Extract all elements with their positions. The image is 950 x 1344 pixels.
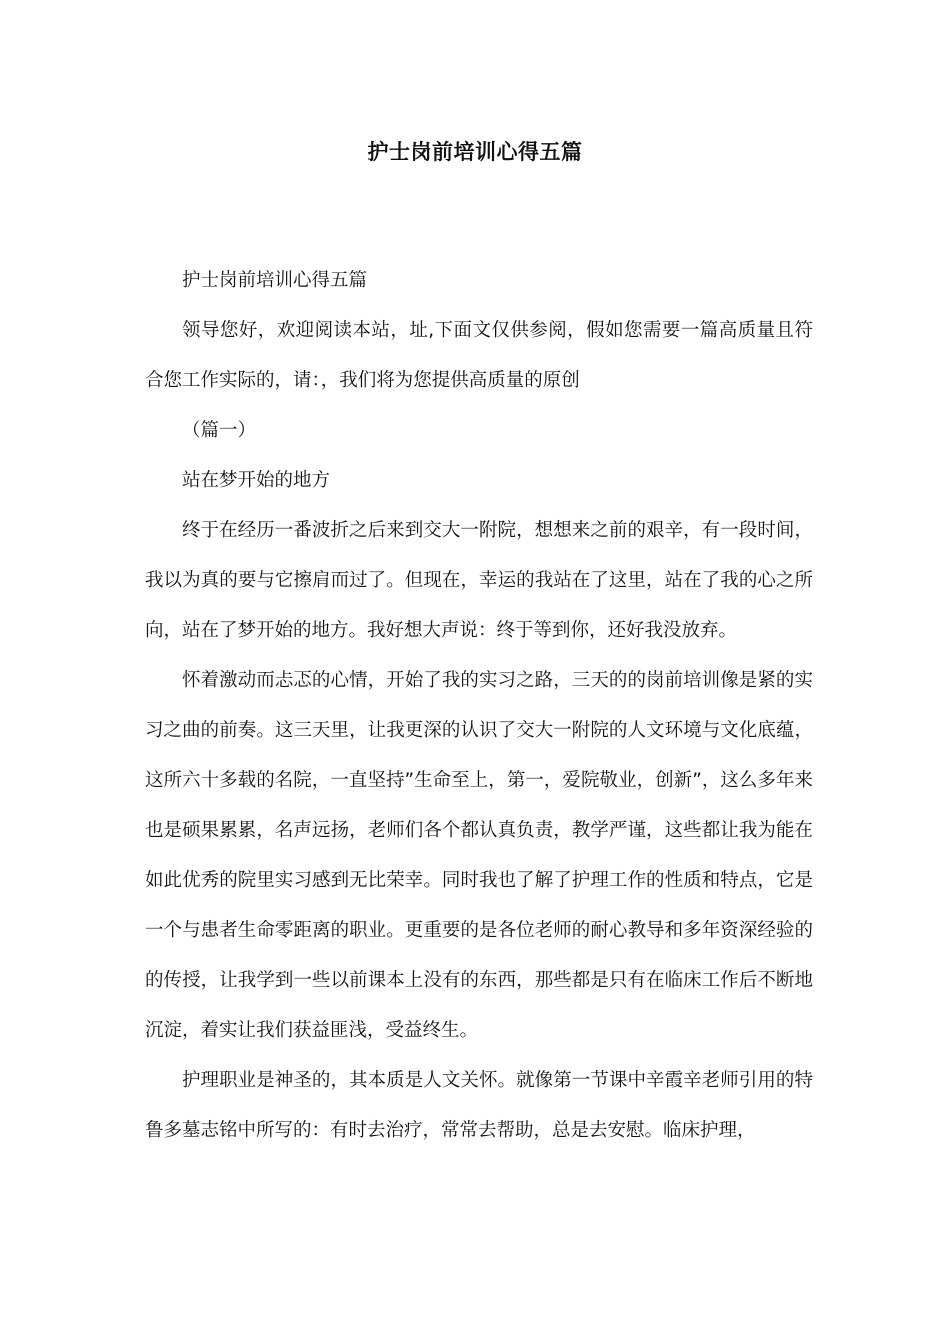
paragraph-body: 怀着激动而忐忑的心情，开始了我的实习之路，三天的的岗前培训像是紧的实习之曲的前奏。这三天里，让我更深的认识了交大一附院的人文环境与文化底蕴，这所六十多载的名院，一直坚持”生命至上，第一，爱院敬业，创新”，这么多年来也是硕果累累，名声远扬，老师们各个都认真负责，教学严谨，这些都让我为能在如此优秀的院里实习感到无比荣幸。同时我也了解了护理工作的性质和特点，它是一个与患者生命零距离的职业。更重要的是各位老师的耐心教导和多年资深经验的的传授，让我学到一些以前课本上没有的东西，那些都是只有在临床工作后不断地沉淀，着实让我们获益匪浅，受益终生。 (145, 670, 813, 1041)
paragraph-section-label: （篇一） (182, 420, 257, 441)
paragraph-body: 护理职业是神圣的，其本质是人文关怀。就像第一节课中辛霞辛老师引用的特鲁多墓志铭中所写的：有时去治疗，常常去帮助，总是去安慰。临床护理， (145, 1070, 813, 1141)
paragraph-body: 终于在经历一番波折之后来到交大一附院，想想来之前的艰辛，有一段时间，我以为真的要与它擦肩而过了。但现在，幸运的我站在了这里，站在了我的心之所向，站在了梦开始的地方。我好想大声说：终于等到你，还好我没放弃。 (145, 520, 813, 641)
document-title: 护士岗前培训心得五篇 (367, 140, 583, 164)
paragraph-subtitle: 护士岗前培训心得五篇 (182, 270, 368, 291)
paragraph-heading: 站在梦开始的地方 (182, 470, 331, 491)
paragraph-intro: 领导您好，欢迎阅读本站，址,下面文仅供参阅，假如您需要一篇高质量且符合您工作实际的，请：，我们将为您提供高质量的原创 (145, 320, 813, 391)
document-body (145, 256, 813, 1156)
